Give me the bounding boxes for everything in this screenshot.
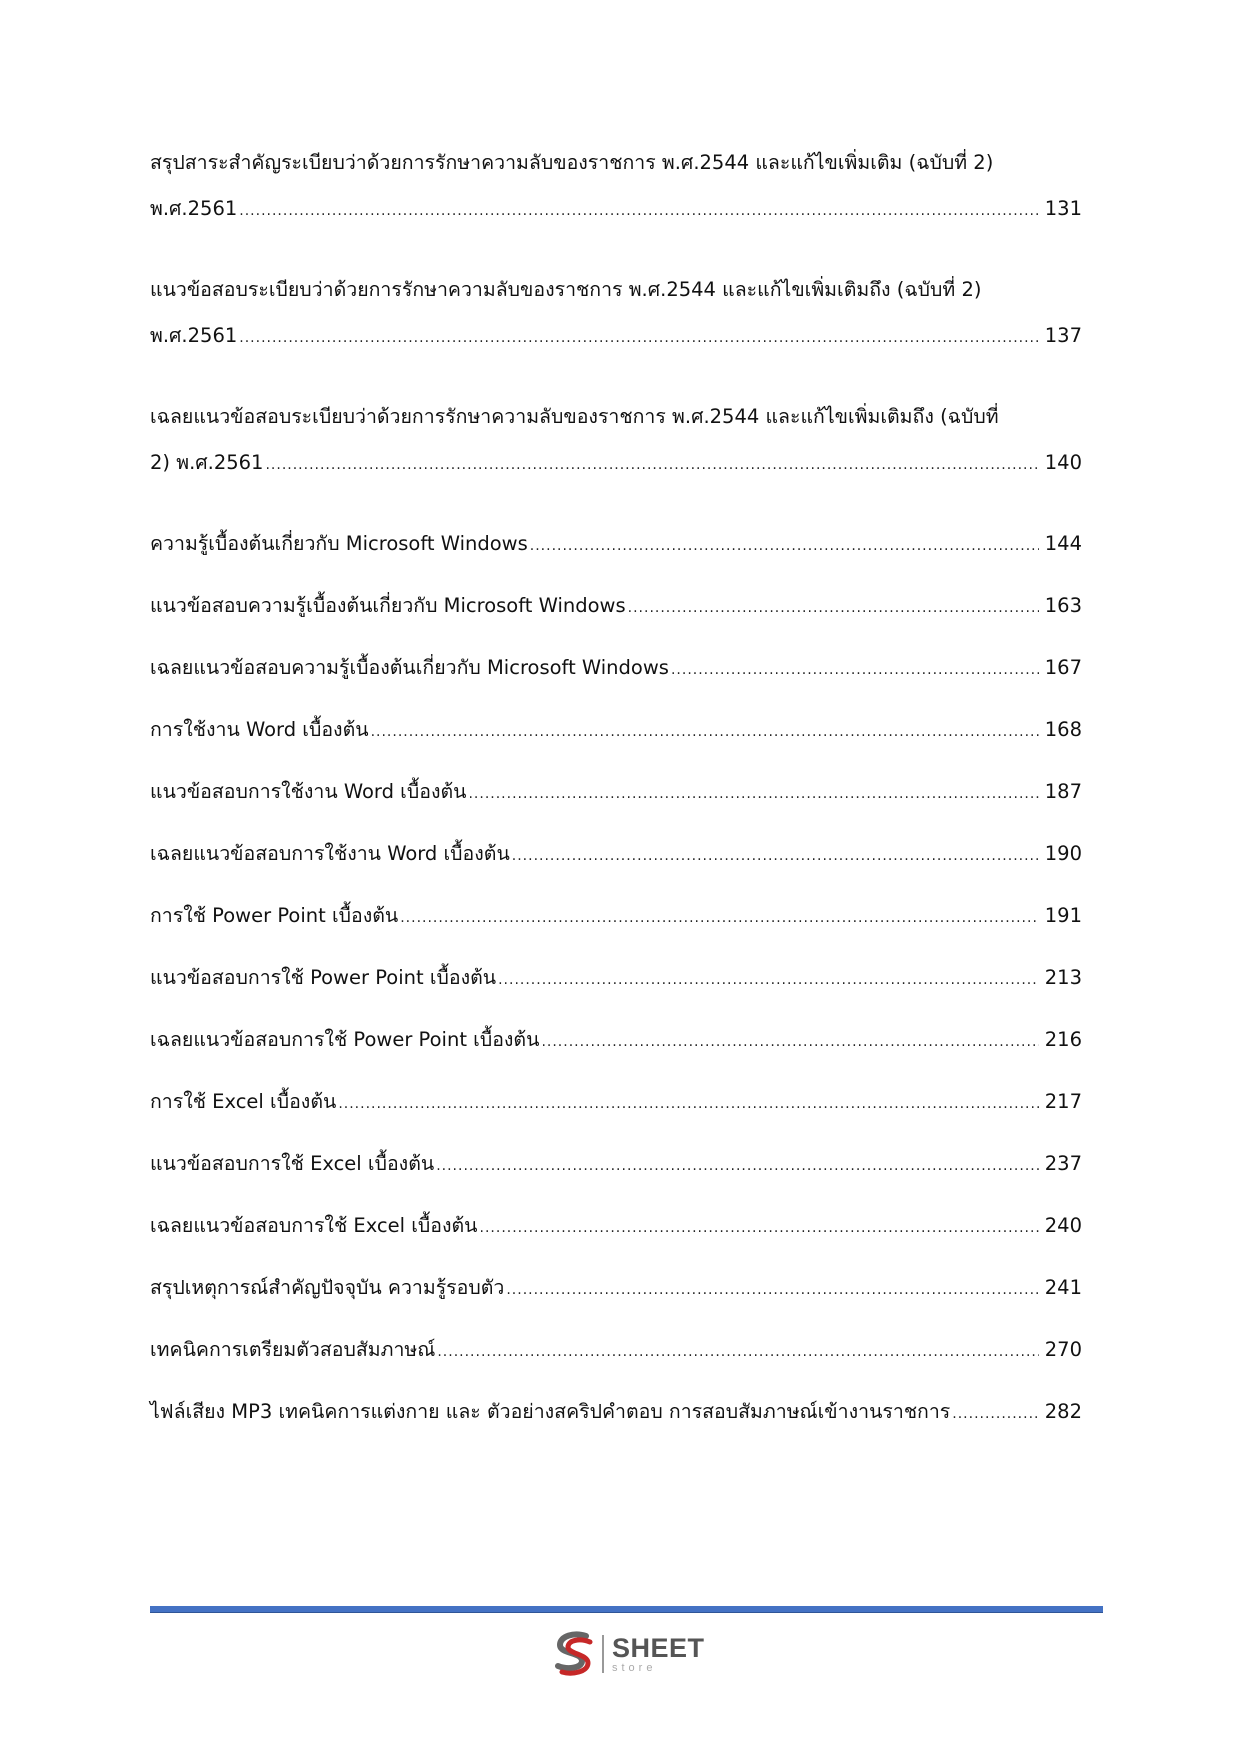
toc-entry-page: 167 [1044, 656, 1082, 679]
toc-entry-title: เฉลยแนวข้อสอบความรู้เบื้องต้นเกี่ยวกับ Microsoft Windows [150, 656, 669, 679]
toc-entry-page: 241 [1044, 1276, 1082, 1299]
toc-entry-title: พ.ศ.2561 [150, 324, 238, 347]
toc-entry[interactable] [150, 707, 1082, 755]
toc-entry-title: เฉลยแนวข้อสอบการใช้งาน Word เบื้องต้น [150, 842, 510, 865]
toc-entry-row [150, 313, 1082, 361]
toc-entry-page: 140 [1044, 451, 1082, 474]
toc-entry-row [150, 1141, 1082, 1189]
dot-leader [239, 188, 1039, 234]
dot-leader [371, 709, 1039, 755]
toc-entry[interactable] [150, 831, 1082, 879]
toc-entry[interactable] [150, 140, 1082, 234]
toc-entry-title: เฉลยแนวข้อสอบการใช้ Excel เบื้องต้น [150, 1214, 478, 1237]
dot-leader [530, 523, 1039, 569]
toc-entry[interactable] [150, 1017, 1082, 1065]
toc-entry-page: 237 [1044, 1152, 1082, 1175]
toc-entry[interactable] [150, 893, 1082, 941]
dot-leader [239, 315, 1039, 361]
toc-entry[interactable] [150, 1389, 1082, 1437]
toc-entry-title: แนวข้อสอบการใช้งาน Word เบื้องต้น [150, 780, 467, 803]
toc-entry[interactable] [150, 769, 1082, 817]
toc-entry-title: เทคนิคการเตรียมตัวสอบสัมภาษณ์ [150, 1338, 436, 1361]
toc-entry[interactable] [150, 645, 1082, 693]
sheet-store-logo [552, 1628, 705, 1680]
logo-wordmark [612, 1632, 705, 1674]
dot-leader [628, 585, 1039, 631]
toc-entry-row [150, 1079, 1082, 1127]
toc-entry-title: การใช้ Excel เบื้องต้น [150, 1090, 337, 1113]
dot-leader [265, 442, 1038, 488]
dot-leader [436, 1143, 1039, 1189]
dot-leader [400, 895, 1039, 941]
toc-entry-title-line1: สรุปสาระสำคัญระเบียบว่าด้วยการรักษาความลับของราชการ พ.ศ.2544 และแก้ไขเพิ่มเติม (ฉบับที่ 2) [150, 151, 994, 174]
toc-entry-title: ความรู้เบื้องต้นเกี่ยวกับ Microsoft Windows [150, 532, 528, 555]
toc-entry[interactable] [150, 955, 1082, 1003]
dot-leader [338, 1081, 1038, 1127]
toc-entry-page: 190 [1044, 842, 1082, 865]
toc-entry-page: 191 [1044, 904, 1082, 927]
logo-word: SHEET [612, 1632, 705, 1663]
toc-entry[interactable] [150, 267, 1082, 361]
toc-entry-page: 216 [1044, 1028, 1082, 1051]
toc-entry-page: 213 [1044, 966, 1082, 989]
toc-entry[interactable] [150, 1203, 1082, 1251]
toc-entry-row [150, 583, 1082, 631]
toc-entry-title: การใช้ Power Point เบื้องต้น [150, 904, 399, 927]
toc-entry-row [150, 1017, 1082, 1065]
toc-entry-page: 217 [1044, 1090, 1082, 1113]
sheet-s-logo-icon [552, 1630, 596, 1678]
toc-entry-row [150, 645, 1082, 693]
toc-entry-page: 240 [1044, 1214, 1082, 1237]
toc-entry[interactable] [150, 1265, 1082, 1313]
toc-entry-title: 2) พ.ศ.2561 [150, 451, 264, 474]
toc-entry-title-line1: เฉลยแนวข้อสอบระเบียบว่าด้วยการรักษาความลับของราชการ พ.ศ.2544 และแก้ไขเพิ่มเติมถึง (ฉบับที่ [150, 405, 999, 428]
toc-entry-title: แนวข้อสอบการใช้ Excel เบื้องต้น [150, 1152, 435, 1175]
dot-leader [952, 1391, 1038, 1437]
toc-entry-row [150, 831, 1082, 879]
toc-entry-row [150, 186, 1082, 234]
toc-entry-title: แนวข้อสอบความรู้เบื้องต้นเกี่ยวกับ Microsoft Windows [150, 594, 626, 617]
dot-leader [506, 1267, 1038, 1313]
dot-leader [498, 957, 1039, 1003]
toc-entry-title: แนวข้อสอบการใช้ Power Point เบื้องต้น [150, 966, 497, 989]
toc-entry-page: 163 [1044, 594, 1082, 617]
toc-entry-page: 187 [1044, 780, 1082, 803]
dot-leader [437, 1329, 1038, 1375]
toc-entry[interactable] [150, 394, 1082, 488]
toc-entry[interactable] [150, 521, 1082, 569]
toc-entry-page: 270 [1044, 1338, 1082, 1361]
dot-leader [512, 833, 1039, 879]
dot-leader [541, 1019, 1038, 1065]
dot-leader [468, 771, 1038, 817]
toc-entry-row [150, 1203, 1082, 1251]
toc-entry-title: สรุปเหตุการณ์สำคัญปัจจุบัน ความรู้รอบตัว [150, 1276, 505, 1299]
toc-entry-title-line1: แนวข้อสอบระเบียบว่าด้วยการรักษาความลับของราชการ พ.ศ.2544 และแก้ไขเพิ่มเติมถึง (ฉบับที่ 2) [150, 278, 982, 301]
toc-entry-title: ไฟล์เสียง MP3 เทคนิคการแต่งกาย และ ตัวอย่างสคริปคำตอบ การสอบสัมภาษณ์เข้างานราชการ [150, 1400, 951, 1423]
footer-rule [150, 1606, 1103, 1613]
logo-subword: store [612, 1661, 657, 1674]
toc-entry[interactable] [150, 1141, 1082, 1189]
toc-entry-row [150, 769, 1082, 817]
toc-entry-row [150, 521, 1082, 569]
toc-entry-page: 137 [1044, 324, 1082, 347]
toc-entry[interactable] [150, 1327, 1082, 1375]
toc-entry-title: เฉลยแนวข้อสอบการใช้ Power Point เบื้องต้น [150, 1028, 540, 1051]
dot-leader [480, 1205, 1039, 1251]
toc-entry-row [150, 1389, 1082, 1437]
toc-entry-row [150, 440, 1082, 488]
toc-entry[interactable] [150, 1079, 1082, 1127]
toc-entry-row [150, 893, 1082, 941]
logo-separator [602, 1635, 604, 1673]
dot-leader [671, 647, 1039, 693]
toc-entry-page: 131 [1044, 197, 1082, 220]
toc-entry-row [150, 955, 1082, 1003]
toc-entry-page: 168 [1044, 718, 1082, 741]
toc-entry-title: การใช้งาน Word เบื้องต้น [150, 718, 369, 741]
toc-entry-title: พ.ศ.2561 [150, 197, 238, 220]
toc-entry[interactable] [150, 583, 1082, 631]
table-of-contents [150, 140, 1082, 1451]
toc-entry-page: 282 [1044, 1400, 1082, 1423]
toc-entry-row [150, 707, 1082, 755]
toc-entry-row [150, 1327, 1082, 1375]
toc-entry-page: 144 [1044, 532, 1082, 555]
toc-entry-row [150, 1265, 1082, 1313]
